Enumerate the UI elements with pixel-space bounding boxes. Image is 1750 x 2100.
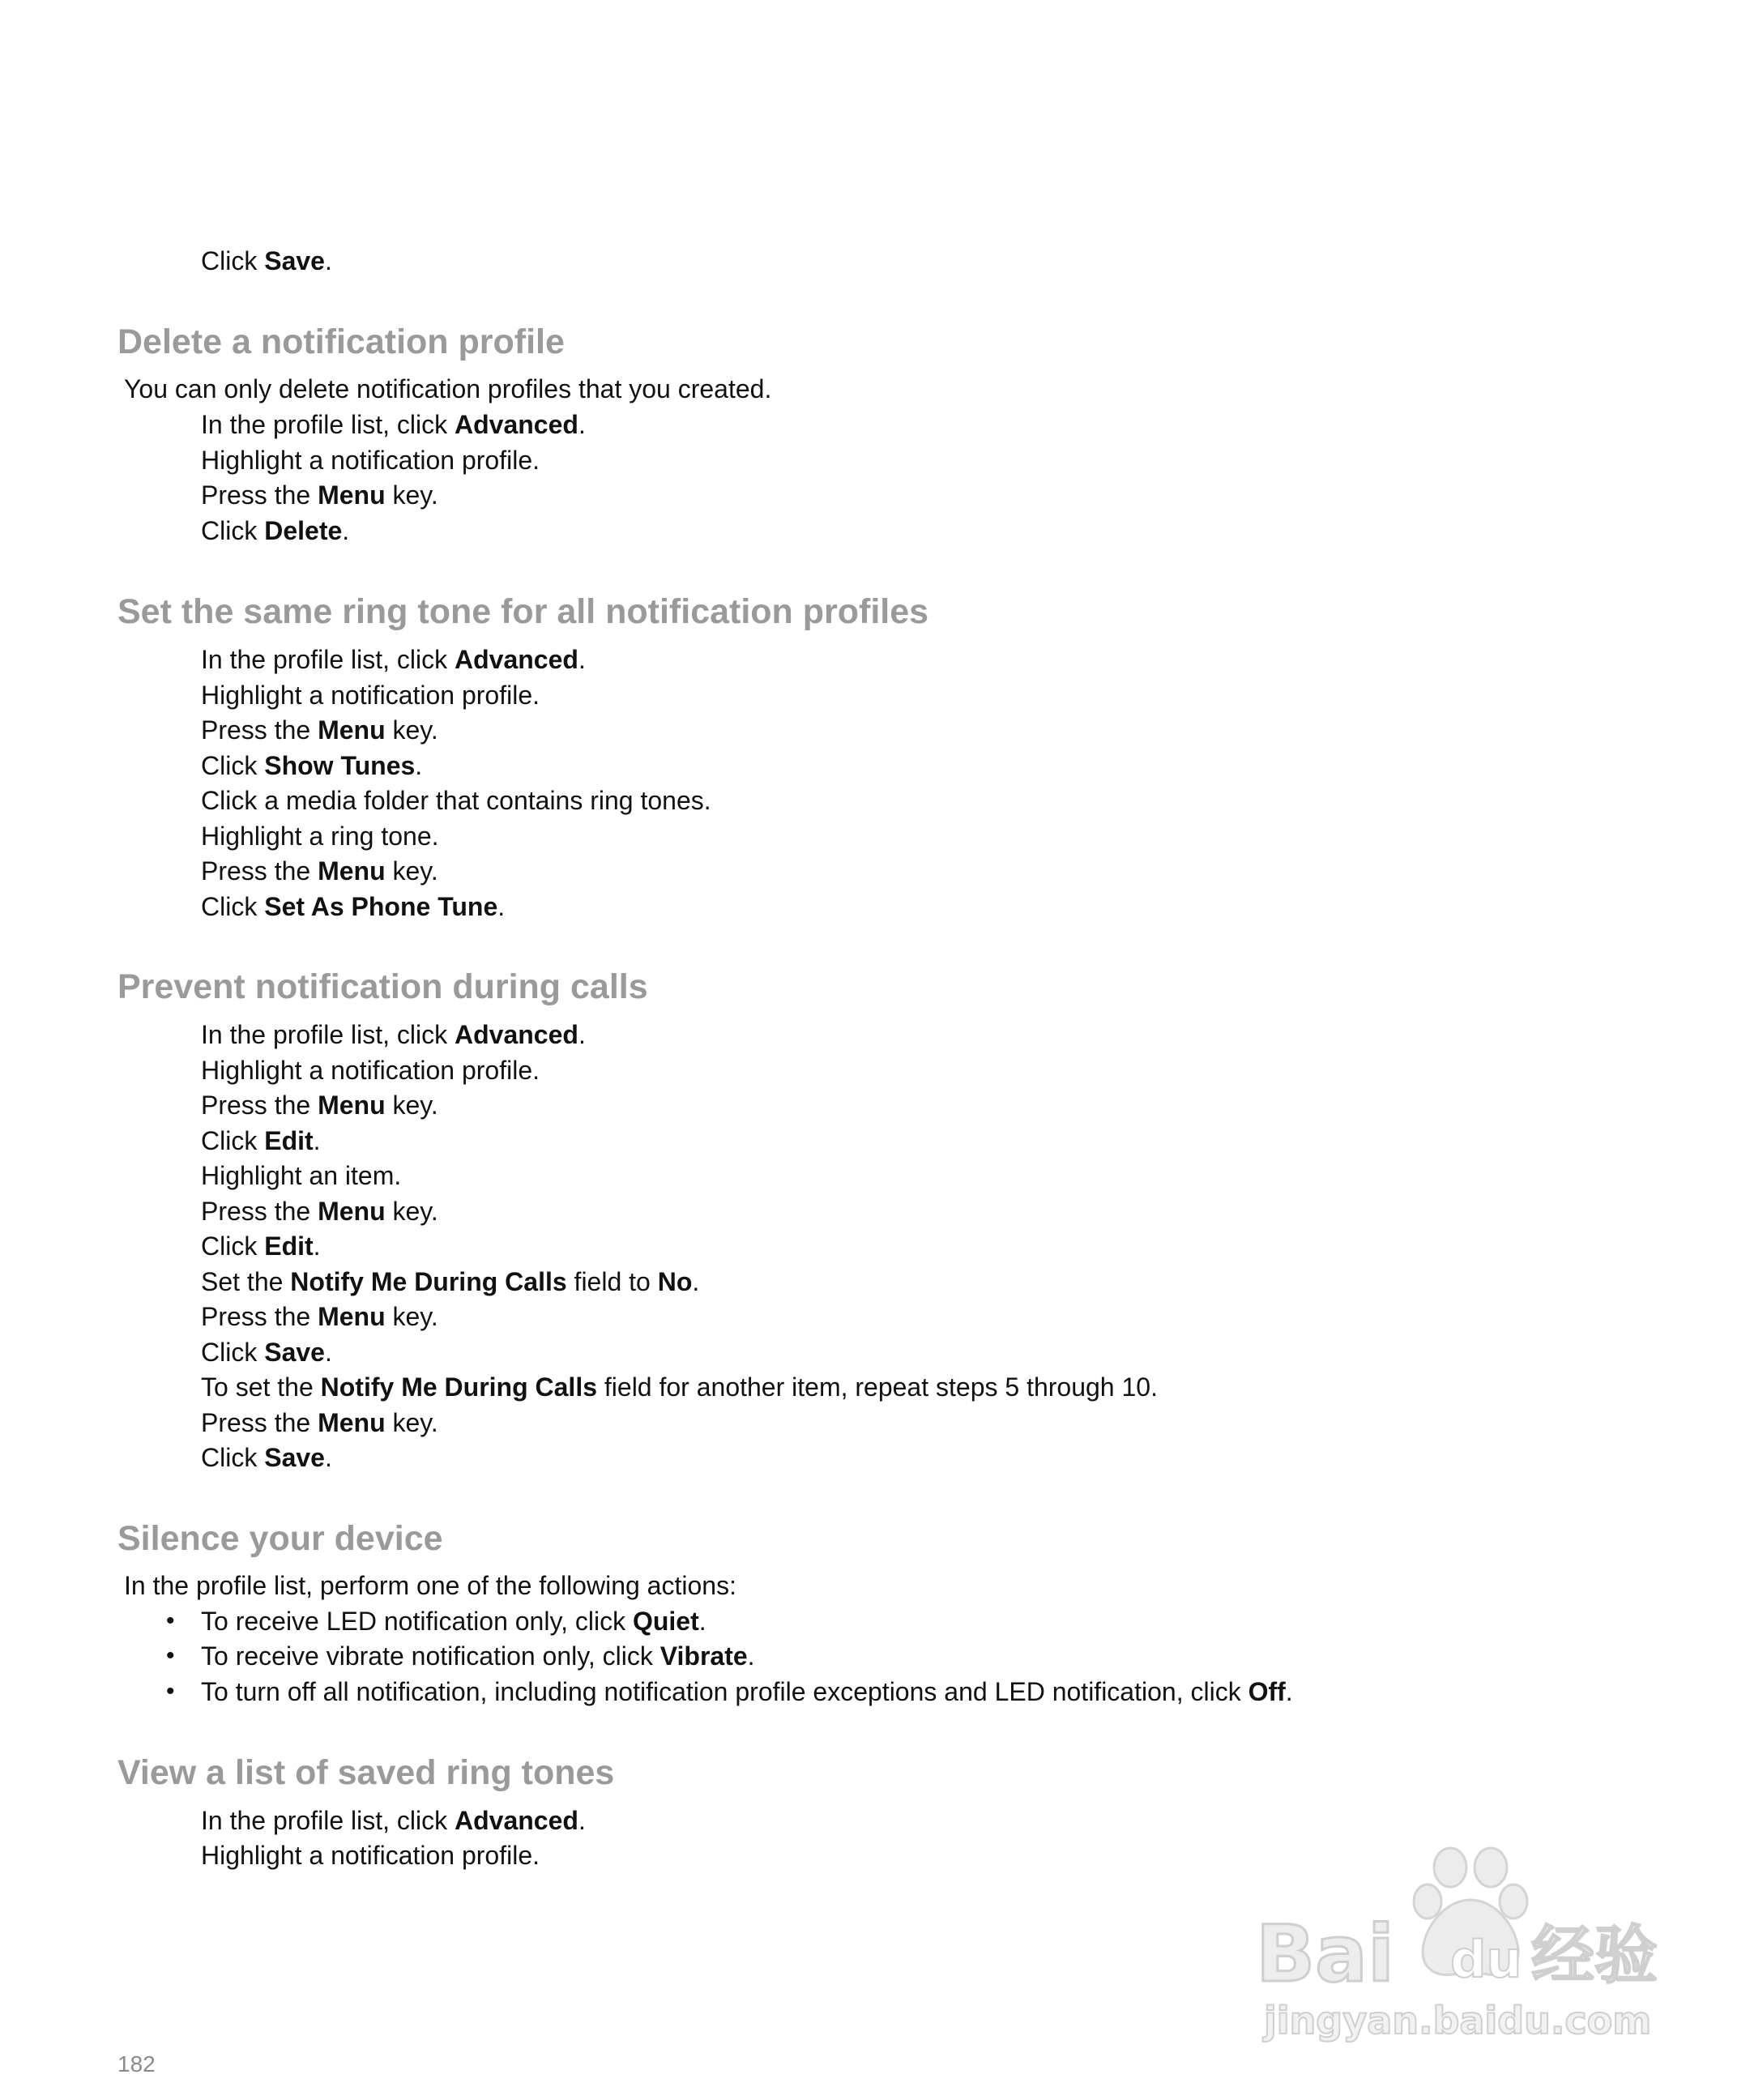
- step-text: Press the Menu key.: [201, 715, 438, 745]
- step-text: Click Delete.: [201, 516, 350, 545]
- step-text: Click Edit.: [201, 1126, 321, 1155]
- step-text: Click Save.: [201, 1338, 332, 1367]
- bullet-text: To receive LED notification only, click Quiet.: [201, 1607, 706, 1636]
- step-text: Highlight a notification profile.: [201, 1841, 540, 1870]
- bullet-text: To receive vibrate notification only, click Vibrate.: [201, 1641, 755, 1671]
- step-text: Highlight an item.: [201, 1161, 402, 1190]
- section-heading-silence: Silence your device: [117, 1519, 443, 1558]
- step-text: Click Save.: [201, 246, 332, 275]
- step-text: Highlight a notification profile.: [201, 446, 540, 475]
- step-text: Set the Notify Me During Calls field to No.: [201, 1267, 700, 1296]
- step-text: To set the Notify Me During Calls field for another item, repeat steps 5 through 10.: [201, 1372, 1158, 1402]
- page-number: 182: [117, 2051, 156, 2077]
- step-text: Click Edit.: [201, 1231, 321, 1261]
- svg-text:jingyan.baidu.com: jingyan.baidu.com: [1264, 1999, 1652, 2042]
- bullet-text: To turn off all notification, including notification profile exceptions and LED notification, click Off.: [201, 1677, 1293, 1706]
- step-text: Press the Menu key.: [201, 480, 438, 510]
- step-text: Highlight a ring tone.: [201, 822, 439, 851]
- step-text: Click Show Tunes.: [201, 751, 423, 780]
- step-text: Press the Menu key.: [201, 1302, 438, 1331]
- svg-text:经验: 经验: [1531, 1919, 1658, 1992]
- step-text: Highlight a notification profile.: [201, 1056, 540, 1085]
- step-text: Click Save.: [201, 1443, 332, 1472]
- section-heading-delete: Delete a notification profile: [117, 322, 565, 361]
- section-intro-delete: You can only delete notification profiles that you created.: [124, 374, 772, 403]
- svg-text:Bai: Bai: [1256, 1909, 1394, 2000]
- section-intro-silence: In the profile list, perform one of the following actions:: [124, 1571, 736, 1600]
- step-text: Click Set As Phone Tune.: [201, 892, 506, 921]
- step-text: Highlight a notification profile.: [201, 681, 540, 710]
- baidu-watermark-logo: [1248, 1843, 1669, 2046]
- step-text: Press the Menu key.: [201, 1197, 438, 1226]
- section-heading-ringtone: Set the same ring tone for all notification profiles: [117, 592, 929, 631]
- step-text: In the profile list, click Advanced.: [201, 410, 586, 439]
- bullet-dot-icon: •: [166, 1678, 175, 1705]
- step-text: Press the Menu key.: [201, 1091, 438, 1120]
- step-text: Press the Menu key.: [201, 856, 438, 886]
- bullet-dot-icon: •: [166, 1607, 175, 1634]
- section-heading-view: View a list of saved ring tones: [117, 1753, 615, 1792]
- step-text: Click a media folder that contains ring tones.: [201, 786, 711, 815]
- svg-text:du: du: [1450, 1930, 1522, 1989]
- step-text: Press the Menu key.: [201, 1408, 438, 1437]
- section-heading-prevent: Prevent notification during calls: [117, 967, 648, 1006]
- step-text: In the profile list, click Advanced.: [201, 645, 586, 674]
- bullet-dot-icon: •: [166, 1642, 175, 1669]
- step-text: In the profile list, click Advanced.: [201, 1020, 586, 1049]
- step-text: In the profile list, click Advanced.: [201, 1806, 586, 1835]
